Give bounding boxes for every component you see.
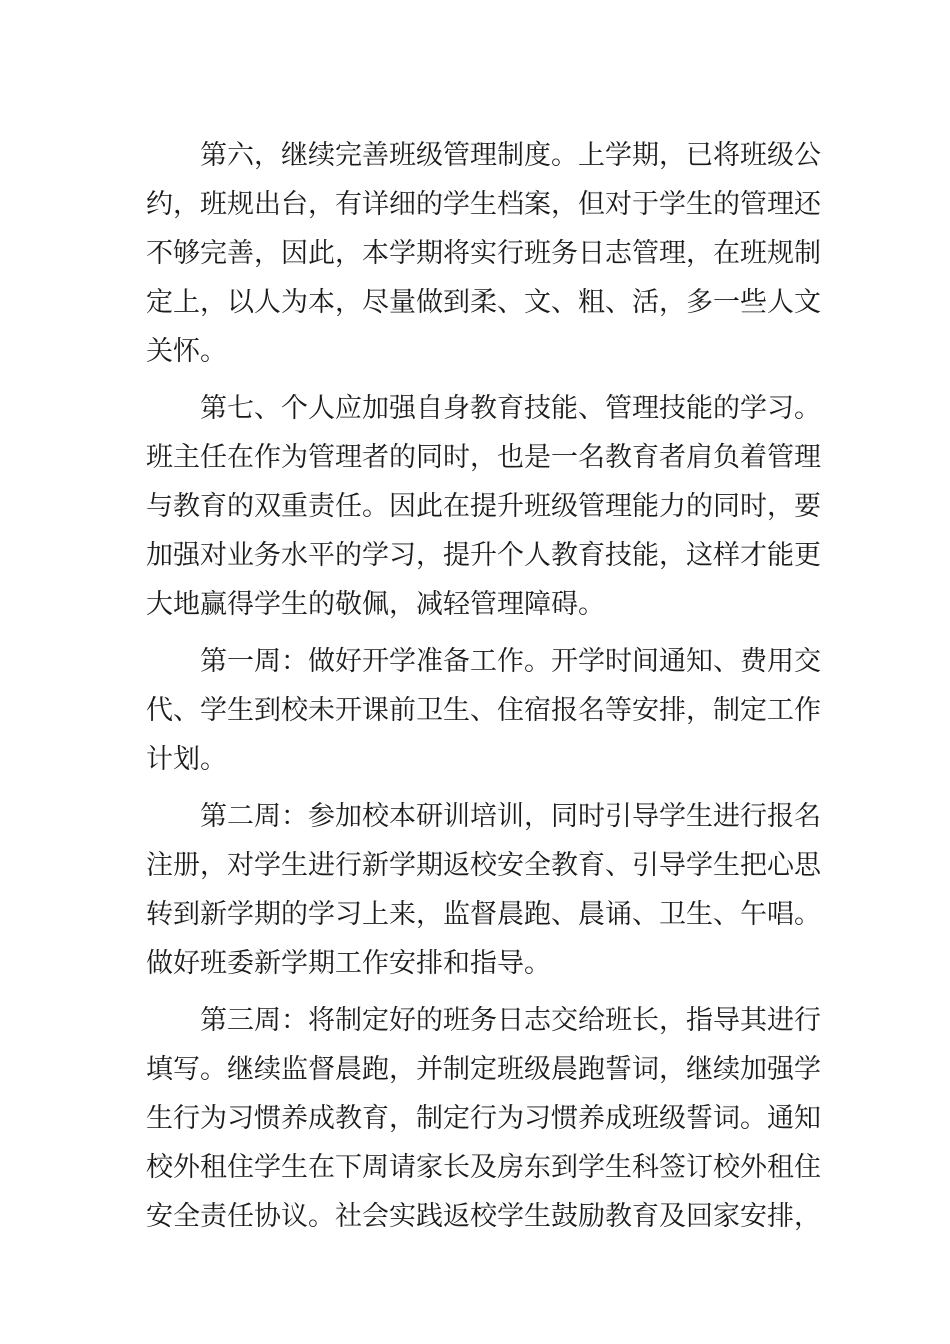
paragraph-week-two [146, 792, 821, 988]
text-line: 班主任在作为管理者的同时，也是一名教育者肩负着管理 [146, 442, 821, 473]
paragraph-week-one [146, 637, 821, 784]
text-line: 约，班规出台，有详细的学生档案，但对于学生的管理还 [146, 189, 821, 220]
text-line: 加强对业务水平的学习，提升个人教育技能，这样才能更 [146, 540, 821, 571]
text-line: 做好班委新学期工作安排和指导。 [146, 948, 551, 979]
text-line: 转到新学期的学习上来，监督晨跑、晨诵、卫生、午唱。 [146, 899, 821, 930]
text-line: 第一周：做好开学准备工作。开学时间通知、费用交 [200, 646, 821, 677]
text-line: 第六，继续完善班级管理制度。上学期，已将班级公 [200, 140, 821, 171]
text-line: 计划。 [146, 744, 227, 775]
text-line: 定上，以人为本，尽量做到柔、文、粗、活，多一些人文 [146, 287, 821, 318]
text-line: 与教育的双重责任。因此在提升班级管理能力的同时，要 [146, 491, 821, 522]
text-line: 关怀。 [146, 336, 227, 367]
text-line: 第二周：参加校本研训培训，同时引导学生进行报名 [200, 801, 821, 832]
paragraph-personal-skills [146, 384, 821, 629]
text-line: 第三周：将制定好的班务日志交给班长，指导其进行 [200, 1005, 821, 1036]
text-line: 填写。继续监督晨跑，并制定班级晨跑誓词，继续加强学 [146, 1054, 821, 1085]
paragraph-class-rules [146, 131, 821, 376]
text-line: 大地赢得学生的敬佩，减轻管理障碍。 [146, 589, 605, 620]
text-line: 生行为习惯养成教育，制定行为习惯养成班级誓词。通知 [146, 1103, 821, 1134]
text-line: 校外租住学生在下周请家长及房东到学生科签订校外租住 [146, 1152, 821, 1183]
text-line: 注册，对学生进行新学期返校安全教育、引导学生把心思 [146, 850, 821, 881]
paragraph-week-three [146, 996, 821, 1241]
text-line: 安全责任协议。社会实践返校学生鼓励教育及回家安排， [146, 1201, 821, 1232]
text-line: 第七、个人应加强自身教育技能、管理技能的学习。 [200, 393, 821, 424]
text-line: 代、学生到校未开课前卫生、住宿报名等安排，制定工作 [146, 695, 821, 726]
document-body [146, 131, 821, 1249]
text-line: 不够完善，因此，本学期将实行班务日志管理，在班规制 [146, 238, 821, 269]
